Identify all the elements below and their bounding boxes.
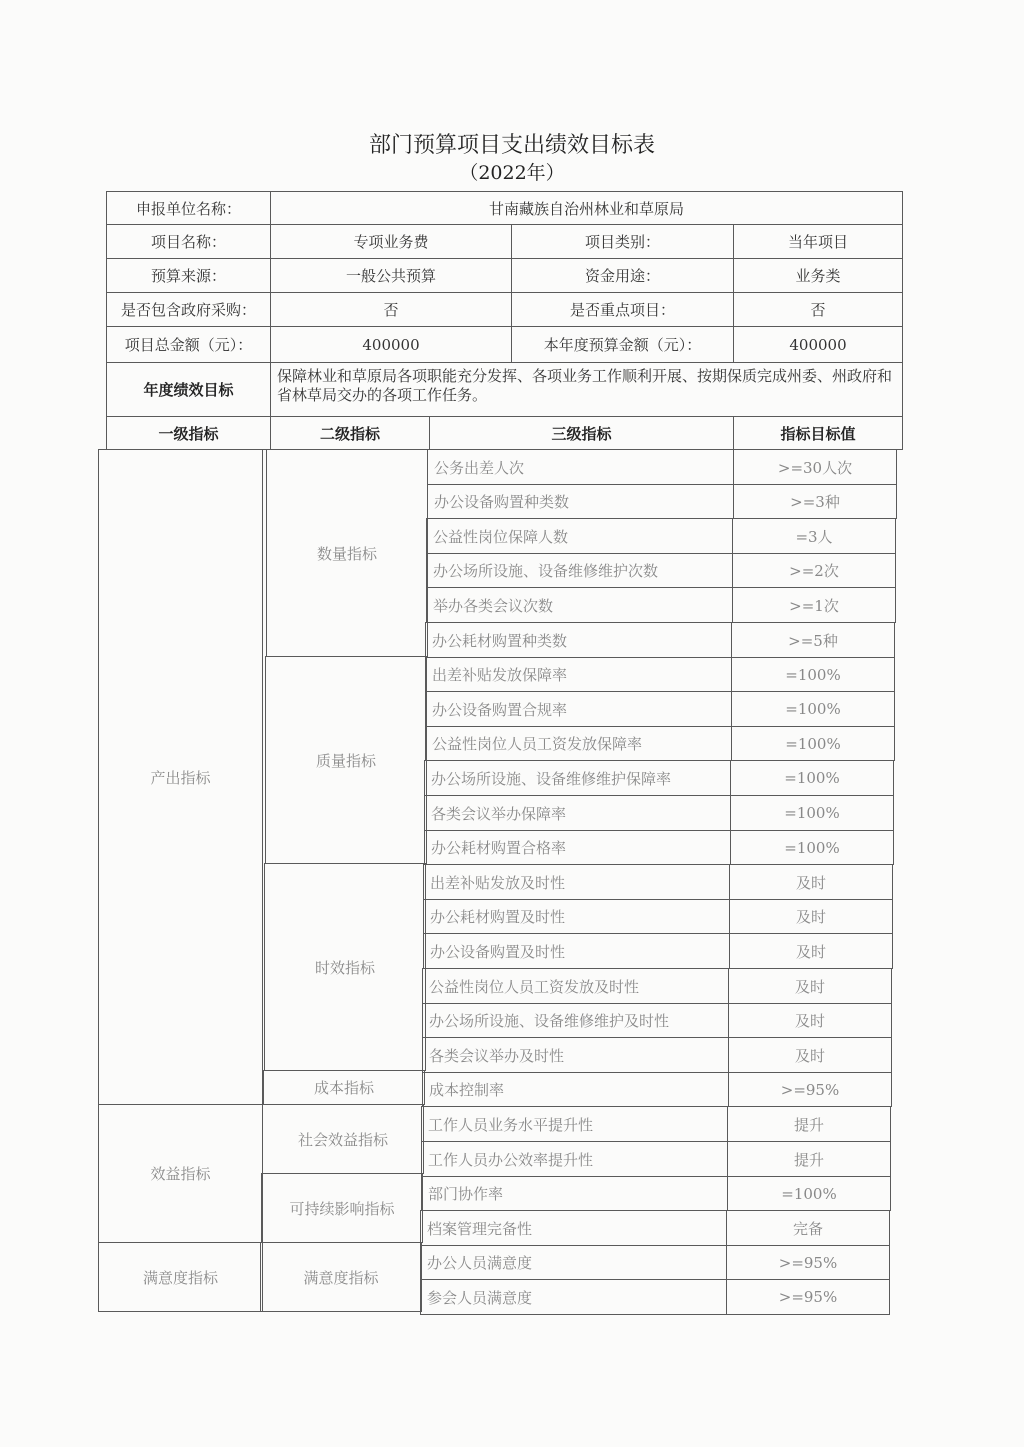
indicator-target: 及时: [728, 968, 892, 1004]
indicator-target: >=95%: [728, 1072, 892, 1107]
budget-source-value: 一般公共预算: [270, 258, 512, 293]
indicator-name: 办公耗材购置合格率: [424, 830, 731, 865]
level2-satisfaction: 满意度指标: [260, 1242, 422, 1312]
indicator-target: 及时: [729, 864, 893, 900]
indicator-name: 出差补贴发放保障率: [425, 657, 732, 692]
indicator-name: 举办各类会议次数: [426, 587, 733, 623]
indicator-name: 各类会议举办及时性: [422, 1037, 729, 1073]
annual-goal-label: 年度绩效目标: [106, 362, 271, 417]
fund-use-value: 业务类: [733, 258, 903, 293]
indicator-target: =100%: [731, 726, 895, 761]
indicator-name: 办公场所设施、设备维修维护及时性: [422, 1003, 729, 1038]
indicator-target: 提升: [727, 1106, 891, 1142]
total-amount-value: 400000: [270, 326, 512, 363]
indicator-target: >=95%: [726, 1279, 890, 1315]
indicator-target: =100%: [731, 691, 895, 727]
indicator-name: 办公场所设施、设备维修维护次数: [426, 553, 733, 588]
indicator-target: 及时: [729, 933, 893, 969]
level2-sustainability: 可持续影响指标: [261, 1173, 423, 1243]
level1-output: 产出指标: [98, 449, 263, 1105]
level1-satisfaction: 满意度指标: [98, 1242, 263, 1312]
level2-social-benefit: 社会效益指标: [262, 1104, 424, 1174]
indicator-target: >=3种: [733, 484, 897, 519]
indicator-target: >=30人次: [733, 449, 897, 485]
indicator-name: 公益性岗位人员工资发放及时性: [422, 968, 729, 1004]
key-project-label: 是否重点项目：: [511, 292, 734, 327]
indicator-name: 办公设备购置种类数: [427, 484, 734, 519]
indicator-name: 档案管理完备性: [420, 1210, 727, 1246]
indicator-name: 出差补贴发放及时性: [423, 864, 730, 900]
header-level1: 一级指标: [106, 416, 271, 450]
header-level3: 三级指标: [429, 416, 734, 450]
project-type-label: 项目类别：: [511, 224, 734, 259]
year-amount-label: 本年度预算金额（元）：: [511, 326, 734, 363]
level2-quality: 质量指标: [265, 656, 427, 864]
indicator-name: 办公场所设施、设备维修维护保障率: [424, 760, 731, 796]
indicator-target: =3人: [732, 518, 896, 554]
indicator-target: 完备: [726, 1210, 890, 1246]
indicator-target: 及时: [728, 1003, 892, 1038]
budget-source-label: 预算来源：: [106, 258, 271, 293]
level1-benefit: 效益指标: [98, 1104, 263, 1243]
indicator-name: 办公耗材购置及时性: [423, 899, 730, 934]
indicator-name: 工作人员办公效率提升性: [421, 1141, 728, 1177]
level2-cost: 成本指标: [263, 1070, 425, 1105]
level2-timeliness: 时效指标: [264, 863, 426, 1071]
page-title: 部门预算项目支出绩效目标表: [368, 133, 655, 158]
indicator-target: 提升: [727, 1141, 891, 1177]
indicator-target: >=95%: [726, 1245, 890, 1280]
indicator-name: 各类会议举办保障率: [424, 795, 731, 831]
unit-value: 甘南藏族自治州林业和草原局: [270, 191, 903, 225]
indicator-target: >=1次: [732, 587, 896, 623]
page-subtitle: （2022年）: [459, 162, 565, 184]
indicator-target: 及时: [729, 899, 893, 934]
indicator-name: 参会人员满意度: [420, 1279, 727, 1315]
fund-use-label: 资金用途：: [511, 258, 734, 293]
indicator-name: 办公设备购置及时性: [423, 933, 730, 969]
indicator-target: =100%: [730, 795, 894, 831]
indicator-name: 成本控制率: [422, 1072, 729, 1107]
indicator-name: 办公设备购置合规率: [425, 691, 732, 727]
indicator-name: 工作人员业务水平提升性: [421, 1106, 728, 1142]
unit-label: 申报单位名称：: [106, 191, 271, 225]
header-target: 指标目标值: [733, 416, 903, 450]
year-amount-value: 400000: [733, 326, 903, 363]
indicator-target: >=5种: [731, 622, 895, 658]
indicator-target: >=2次: [732, 553, 896, 588]
indicator-name: 办公耗材购置种类数: [425, 622, 732, 658]
indicator-name: 公务出差人次: [427, 449, 734, 485]
project-name-value: 专项业务费: [270, 224, 512, 259]
indicator-target: 及时: [728, 1037, 892, 1073]
annual-goal-value: 保障林业和草原局各项职能充分发挥、各项业务工作顺利开展、按期保质完成州委、州政府和省林草局交办的各项工作任务。: [270, 362, 903, 417]
gov-purchase-label: 是否包含政府采购：: [106, 292, 271, 327]
indicator-name: 公益性岗位保障人数: [426, 518, 733, 554]
project-name-label: 项目名称：: [106, 224, 271, 259]
header-level2: 二级指标: [270, 416, 430, 450]
indicator-target: =100%: [727, 1176, 891, 1211]
indicator-name: 办公人员满意度: [420, 1245, 727, 1280]
total-amount-label: 项目总金额（元）：: [106, 326, 271, 363]
indicator-target: =100%: [731, 657, 895, 692]
indicator-name: 部门协作率: [421, 1176, 728, 1211]
project-type-value: 当年项目: [733, 224, 903, 259]
indicator-target: =100%: [730, 760, 894, 796]
level2-quantity: 数量指标: [266, 449, 428, 657]
key-project-value: 否: [733, 292, 903, 327]
indicator-target: =100%: [730, 830, 894, 865]
gov-purchase-value: 否: [270, 292, 512, 327]
indicator-name: 公益性岗位人员工资发放保障率: [425, 726, 732, 761]
